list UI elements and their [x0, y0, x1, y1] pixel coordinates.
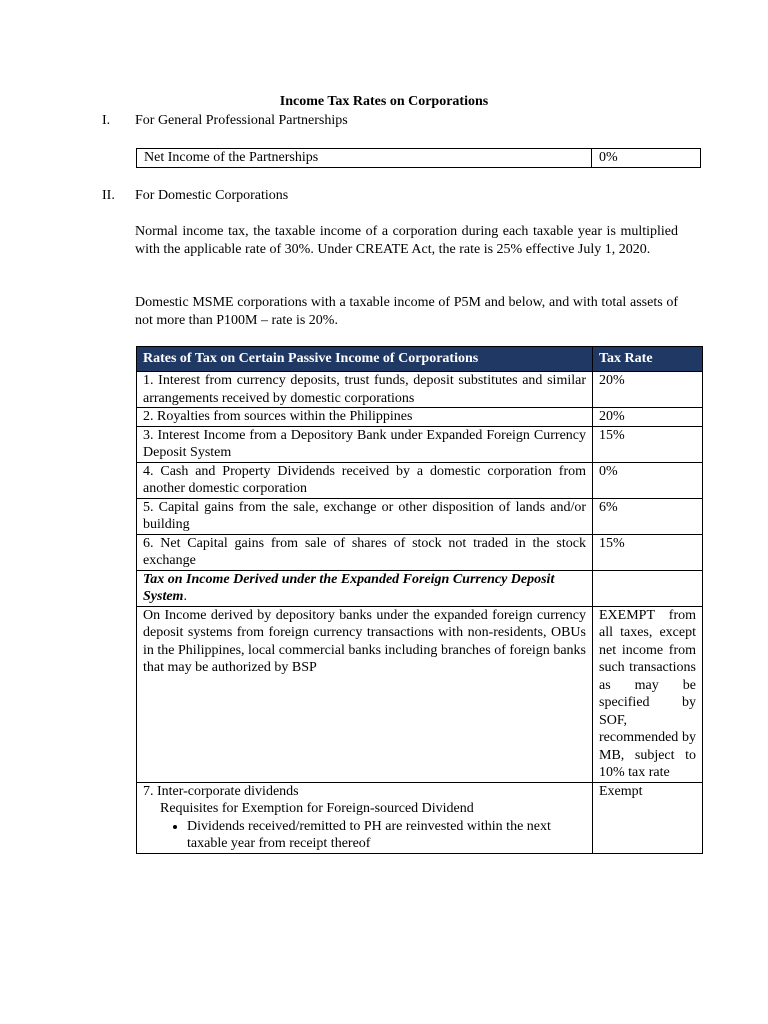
row-rate: 15%	[593, 534, 703, 570]
section-2-number: II.	[102, 188, 115, 203]
table-row	[137, 372, 703, 408]
row7-subtitle: Requisites for Exemption for Foreign-sourced Dividend	[160, 801, 474, 816]
row7-description	[137, 782, 593, 853]
fcds-heading-period: .	[183, 589, 187, 604]
table-header-row	[137, 347, 703, 372]
list-item: • Dividends received/remitted to PH are reinvested within the next taxable year from receipt thereof	[187, 818, 586, 853]
fcds-description: On Income derived by depository banks under the expanded foreign currency deposit systems from foreign currency transactions with non-residents, OBUs in the Philippines, local commercial banks including branches of foreign banks that may be authorized by BSP	[137, 606, 593, 782]
table-row	[137, 606, 703, 782]
partnership-table	[136, 148, 701, 168]
table-row	[137, 149, 701, 168]
table-row	[137, 782, 703, 853]
row-rate: 20%	[593, 408, 703, 427]
row-rate: 6%	[593, 498, 703, 534]
row-rate: 0%	[593, 462, 703, 498]
normal-tax-paragraph: Normal income tax, the taxable income of a corporation during each taxable year is multiplied with the applicable rate of 30%. Under CREATE Act, the rate is 25% effective July 1, 2020.	[135, 224, 678, 257]
row7-rate: Exempt	[593, 782, 703, 853]
page-title: Income Tax Rates on Corporations	[279, 94, 489, 109]
fcds-heading: Tax on Income Derived under the Expanded Foreign Currency Deposit System	[143, 571, 555, 604]
header-tax-rate: Tax Rate	[593, 347, 703, 372]
msme-paragraph: Domestic MSME corporations with a taxable income of P5M and below, and with total assets of not more than P100M – rate is 20%.	[135, 295, 678, 328]
passive-income-table	[136, 346, 703, 854]
section-2-heading: For Domestic Corporations	[135, 188, 289, 203]
partnership-rate: 0%	[592, 149, 701, 168]
table-row	[137, 426, 703, 462]
row7-title: 7. Inter-corporate dividends	[143, 783, 299, 799]
row-description: 6. Net Capital gains from sale of shares of stock not traded in the stock exchange	[137, 534, 593, 570]
table-row	[137, 570, 703, 606]
partnership-label: Net Income of the Partnerships	[137, 149, 592, 168]
row-rate: 15%	[593, 426, 703, 462]
row7-list	[143, 818, 586, 853]
row-description: 2. Royalties from sources within the Philippines	[137, 408, 593, 427]
table-row	[137, 462, 703, 498]
fcds-heading-cell	[137, 570, 593, 606]
table-row	[137, 408, 703, 427]
header-description: Rates of Tax on Certain Passive Income of Corporations	[137, 347, 593, 372]
fcds-rate: EXEMPT from all taxes, except net income from such transactions as may be specified by SOF, recommended by MB, subject to 10% tax rate	[593, 606, 703, 782]
row-description: 5. Capital gains from the sale, exchange or other disposition of lands and/or building	[137, 498, 593, 534]
table-row	[137, 534, 703, 570]
table-row	[137, 498, 703, 534]
row-description: 3. Interest Income from a Depository Bank under Expanded Foreign Currency Deposit System	[137, 426, 593, 462]
section-1-heading: For General Professional Partnerships	[135, 113, 348, 128]
row-rate: 20%	[593, 372, 703, 408]
row-description: 4. Cash and Property Dividends received by a domestic corporation from another domestic corporation	[137, 462, 593, 498]
section-1-number: I.	[102, 113, 111, 128]
row-description: 1. Interest from currency deposits, trust funds, deposit substitutes and similar arrangements received by domestic corporations	[137, 372, 593, 408]
fcds-heading-rate-empty	[593, 570, 703, 606]
